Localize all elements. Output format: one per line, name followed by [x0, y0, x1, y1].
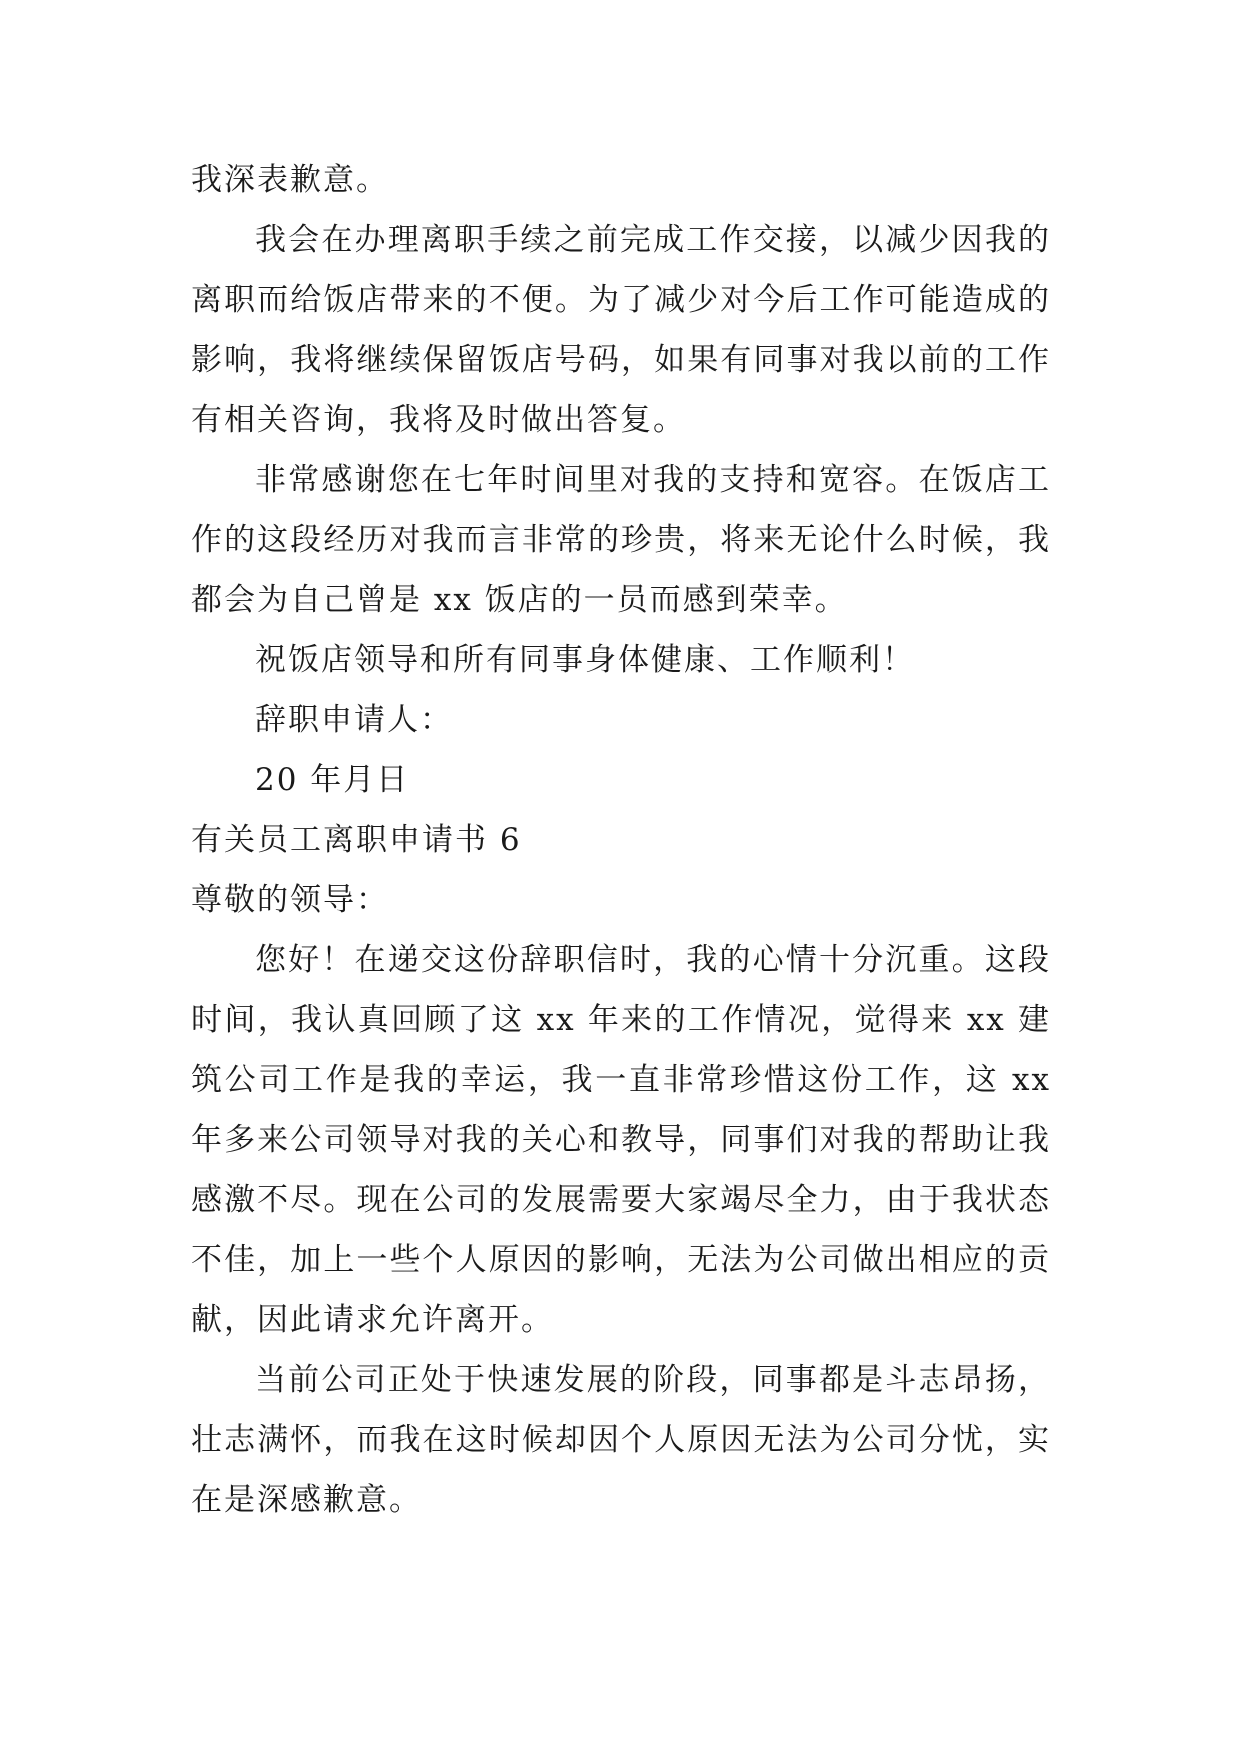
paragraph-thanks: 非常感谢您在七年时间里对我的支持和宽容。在饭店工作的这段经历对我而言非常的珍贵，将来无论什么时候，我都会为自己曾是 xx 饭店的一员而感到荣幸。	[191, 462, 1051, 618]
paragraph-resignation-reason: 您好！在递交这份辞职信时，我的心情十分沉重。这段时间，我认真回顾了这 xx 年来的工作情况，觉得来 xx 建筑公司工作是我的幸运，我一直非常珍惜这份工作，这 xx 年多来公司领导对我的关心和教导，同事们对我的帮助让我感激不尽。现在公司的发展需要大家竭尽全力，由于我状态不佳，加上一些个人原因的影响，无法为公司做出相应的贡献，因此请求允许离开。	[191, 942, 1051, 1338]
paragraph-handover: 我会在办理离职手续之前完成工作交接，以减少因我的离职而给饭店带来的不便。为了减少对今后工作可能造成的影响，我将继续保留饭店号码，如果有同事对我以前的工作有相关咨询，我将及时做出答复。	[191, 222, 1051, 438]
paragraph-wishes: 祝饭店领导和所有同事身体健康、工作顺利！	[255, 642, 915, 678]
paragraph-company-status: 当前公司正处于快速发展的阶段，同事都是斗志昂扬，壮志满怀，而我在这时候却因个人原因无法为公司分忧，实在是深感歉意。	[191, 1362, 1051, 1518]
date-line: 20 年月日	[255, 762, 410, 798]
signer-label: 辞职申请人：	[255, 702, 453, 738]
salutation: 尊敬的领导：	[191, 882, 389, 918]
section-title: 有关员工离职申请书 6	[191, 822, 522, 858]
document-body	[191, 150, 1051, 1530]
paragraph-apology-end: 我深表歉意。	[191, 162, 389, 198]
